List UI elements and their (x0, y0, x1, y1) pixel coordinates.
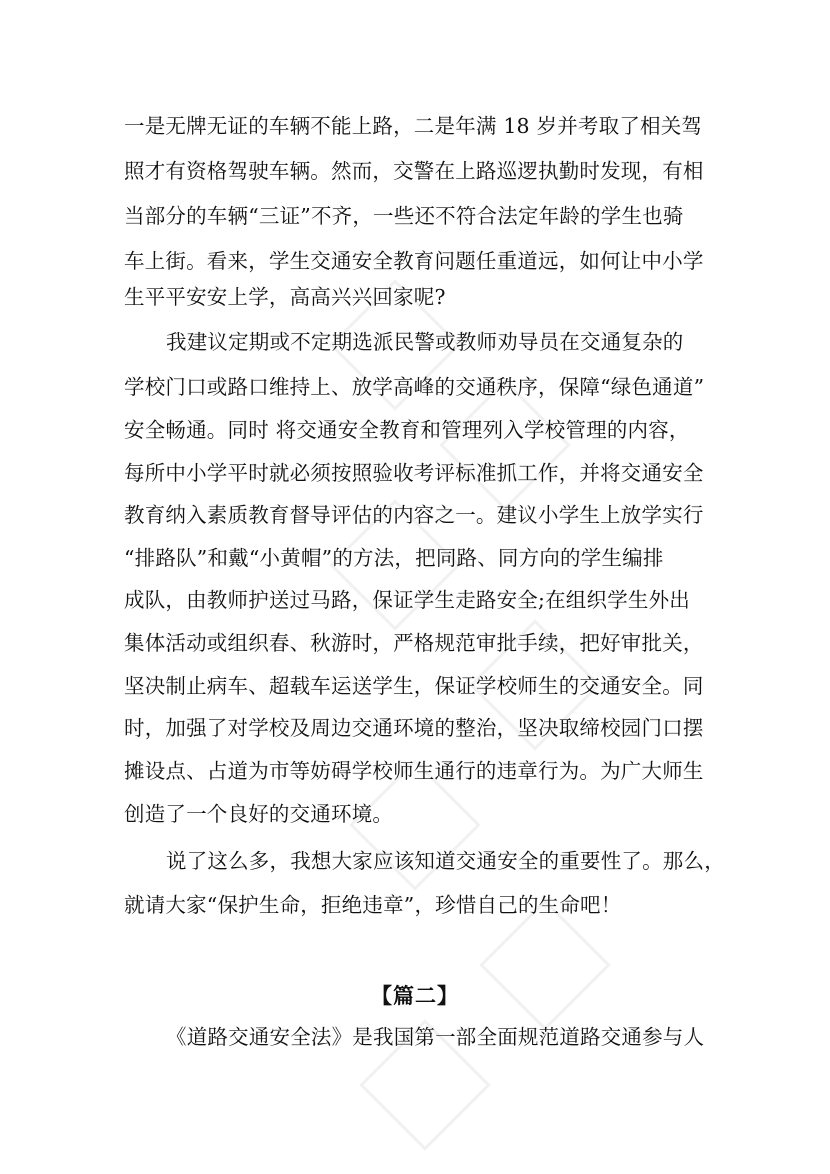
paragraph-2-line-7: 成队，由教师护送过马路，保证学生走路安全;在组织学生外出 (124, 588, 691, 612)
section-heading: 【篇二】 (371, 983, 459, 1008)
paragraph-1-line-5: 生平平安安上学，高高兴兴回家呢? (124, 285, 446, 309)
paragraph-3-line-2: 就请大家“保护生命，拒绝违章”，珍惜自己的生命吧！ (124, 893, 622, 917)
paragraph-2-line-9: 坚决制止病车、超载车运送学生，保证学校师生的交通安全。同 (124, 674, 704, 698)
paragraph-4-line-1: 《道路交通安全法》是我国第一部全面规范道路交通参与人 (166, 1025, 705, 1049)
paragraph-2-line-8: 集体活动或组织春、秋游时，严格规范审批手续，把好审批关， (124, 631, 704, 655)
paragraph-1-line-2: 照才有资格驾驶车辆。然而，交警在上路巡逻执勤时发现，有相 (124, 159, 704, 183)
paragraph-2-line-10: 时，加强了对学校及周边交通环境的整治，坚决取缔校园门口摆 (124, 716, 704, 740)
paragraph-3-line-1: 说了这么多，我想大家应该知道交通安全的重要性了。那么， (166, 849, 725, 873)
paragraph-2-line-6: “排路队”和戴“小黄帽”的方法，把同路、同方向的学生编排 (124, 546, 664, 570)
paragraph-2-line-11: 摊设点、占道为市等妨碍学校师生通行的违章行为。为广大师生 (124, 759, 704, 783)
paragraph-2-line-5: 教育纳入素质教育督导评估的内容之一。建议小学生上放学实行 (124, 503, 704, 527)
paragraph-2-line-4: 每所中小学平时就必须按照验收考评标准抓工作，并将交通安全 (124, 461, 704, 485)
paragraph-2-line-1: 我建议定期或不定期选派民警或教师劝导员在交通复杂的 (166, 330, 684, 354)
paragraph-1-line-3: 当部分的车辆“三证”不齐，一些还不符合法定年龄的学生也骑 (124, 204, 684, 228)
paragraph-2-line-2: 学校门口或路口维持上、放学高峰的交通秩序，保障“绿色通道” (124, 375, 705, 399)
paragraph-2-line-12: 创造了一个良好的交通环境。 (124, 802, 394, 826)
paragraph-1-line-4: 车上街。看来，学生交通安全教育问题任重道远，如何让中小学 (124, 249, 704, 273)
paragraph-2-line-3: 安全畅通。同时 将交通安全教育和管理列入学校管理的内容， (124, 418, 690, 442)
paragraph-1-line-1: 一是无牌无证的车辆不能上路，二是年满 18 岁并考取了相关驾 (124, 114, 703, 138)
